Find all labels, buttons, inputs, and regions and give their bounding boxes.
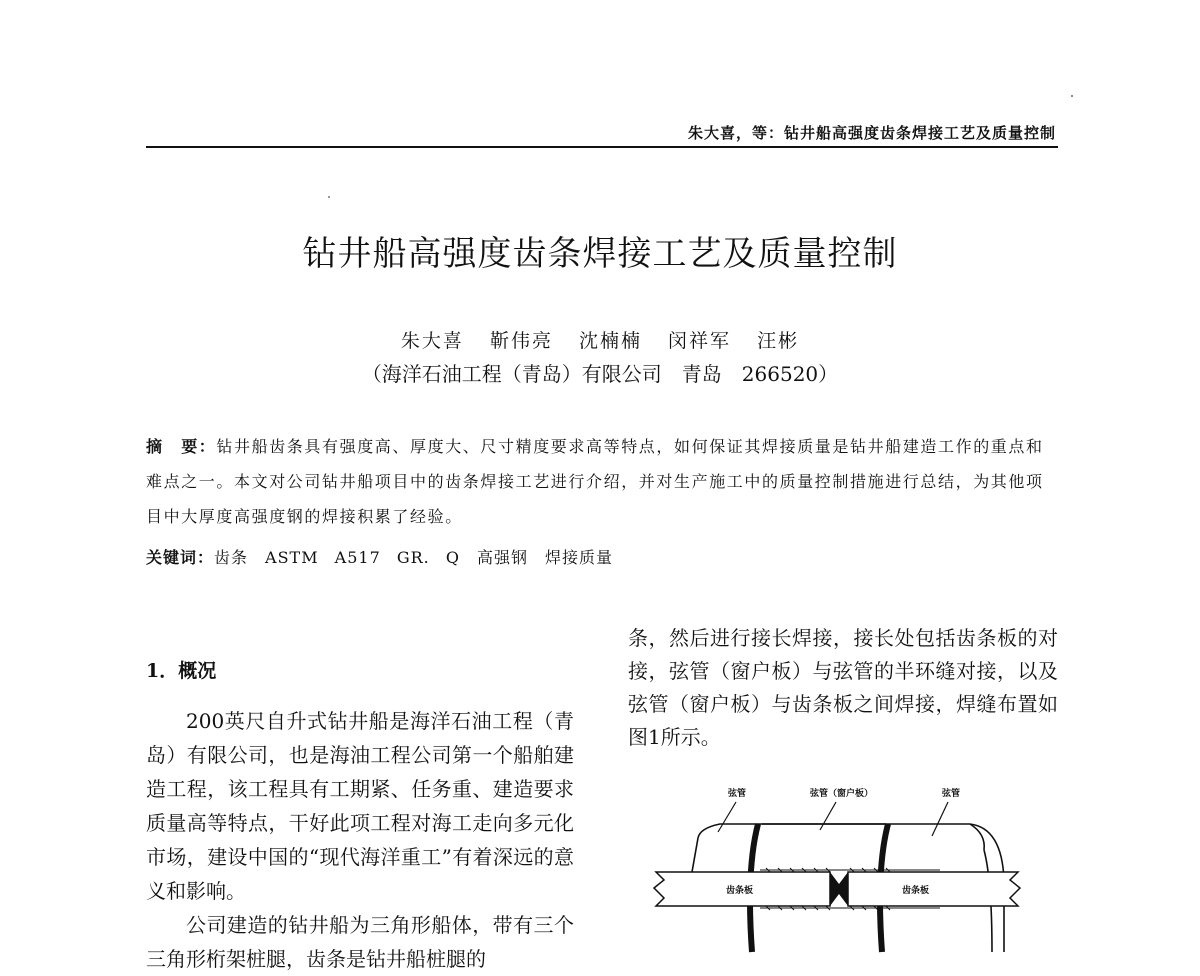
keywords-label: 关键词： <box>146 548 215 567</box>
header-rule <box>146 146 1058 148</box>
leader-lines <box>718 802 948 836</box>
paragraph: 200英尺自升式钻井船是海洋石油工程（青岛）有限公司，也是海油工程公司第一个船舶建造工程，该工程具有工期紧、任务重、建造要求质量高等特点，干好此项工程对海工走向多元化市场，建设中国的“现代海洋重工”有着深远的意义和影响。 <box>146 709 574 903</box>
label-right-pipe: 弦管 <box>942 789 961 799</box>
label-rack-right: 齿条板 <box>902 886 930 896</box>
abstract <box>146 429 1058 534</box>
scan-dot <box>1071 95 1073 97</box>
rack-butt-weld <box>830 872 848 906</box>
right-column <box>628 622 1058 754</box>
figure-1-weld-layout <box>640 780 1040 952</box>
paragraph: 公司建造的钻井船为三角形船体，带有三个三角形桁架桩腿，齿条是钻井船桩腿的 <box>146 913 574 971</box>
scan-dot <box>328 196 330 198</box>
left-column <box>146 704 574 971</box>
affiliation: （海洋石油工程（青岛）有限公司 青岛 266520） <box>361 362 839 386</box>
keywords <box>146 545 1058 568</box>
label-left-pipe: 弦管 <box>728 789 747 799</box>
abstract-label: 摘 要： <box>146 437 217 456</box>
author-list: 朱大喜 靳伟亮 沈楠楠 闵祥军 汪彬 <box>400 330 800 352</box>
label-rack-left: 齿条板 <box>726 886 754 896</box>
keywords-text: 齿条 ASTM A517 GR. Q 高强钢 焊接质量 <box>214 548 613 567</box>
paragraph: 条，然后进行接长焊接，接长处包括齿条板的对接，弦管（窗户板）与弦管的半环缝对接，以及弦管（窗户板）与齿条板之间焊接，焊缝布置如图1所示。 <box>628 626 1058 749</box>
label-window-plate: 弦管（窗户板） <box>810 789 874 799</box>
paper-title: 钻井船高强度齿条焊接工艺及质量控制 <box>302 234 898 274</box>
abstract-text: 钻井船齿条具有强度高、厚度大、尺寸精度要求高等特点，如何保证其焊接质量是钻井船建造工作的重点和难点之一。本文对公司钻井船项目中的齿条焊接工艺进行介绍，并对生产施工中的质量控制措施进行总结，为其他项目中大厚度高强度钢的焊接积累了经验。 <box>146 437 1044 526</box>
section-heading: 1．概况 <box>146 660 217 682</box>
running-header: 朱大喜，等：钻井船高强度齿条焊接工艺及质量控制 <box>687 124 1056 142</box>
